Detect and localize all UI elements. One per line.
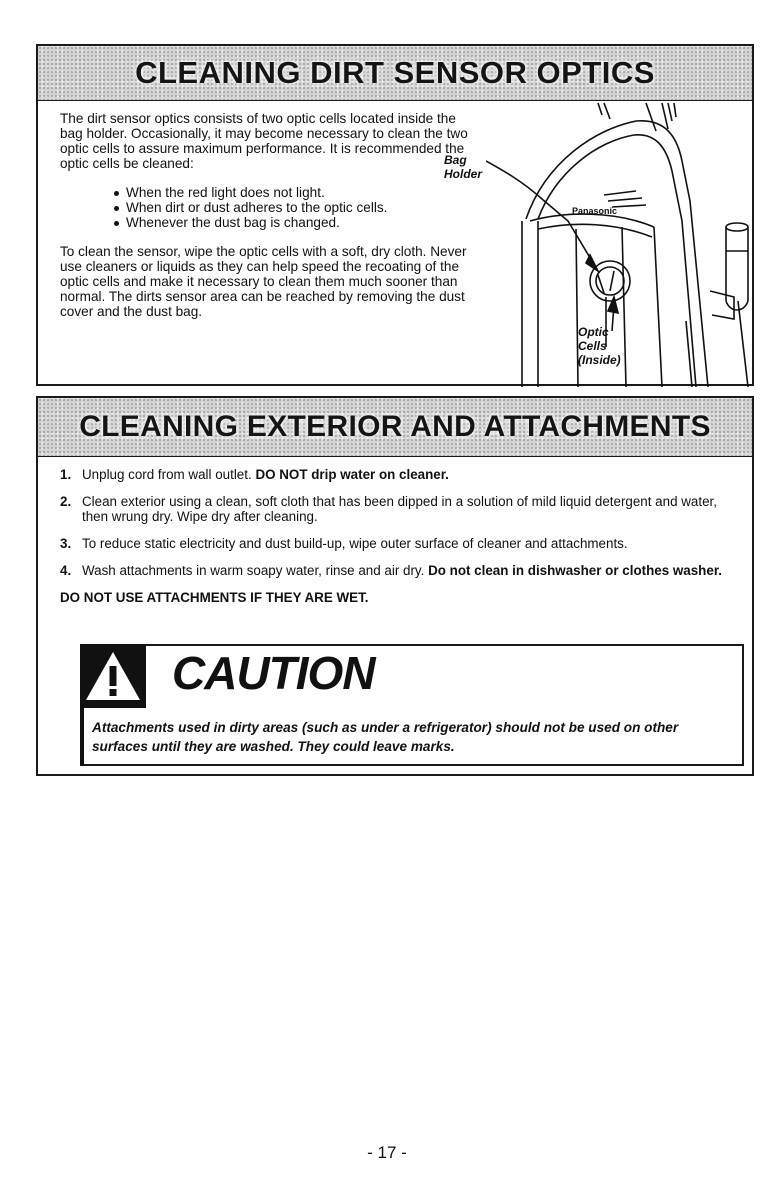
brand-label: Panasonic (572, 206, 618, 216)
list-item: Whenever the dust bag is changed. (114, 215, 480, 230)
optic-cells-label (578, 325, 621, 367)
list-item (60, 467, 738, 482)
step-text: Wash attachments in warm soapy water, rinse and air dry. (82, 563, 425, 578)
step-number: 2. (60, 494, 72, 509)
list-item: When dirt or dust adheres to the optic cells. (114, 200, 480, 215)
callout-line: Optic (578, 325, 609, 339)
intro-paragraph: The dirt sensor optics consists of two optic cells located inside the bag holder. Occasionally, it may become necessary to clean the two optic cells to assure maximum performance. It is recommended the optic cells be cleaned: (60, 111, 468, 171)
page-number: - 17 - (367, 1143, 407, 1162)
section-banner (38, 398, 752, 457)
caution-divider (80, 706, 84, 766)
step-number: 4. (60, 563, 72, 578)
bag-holder-label (444, 153, 482, 181)
section-banner (38, 46, 752, 101)
section-title: CLEANING EXTERIOR AND ATTACHMENTS (79, 410, 711, 443)
wet-warning: DO NOT USE ATTACHMENTS IF THEY ARE WET. (60, 590, 369, 605)
list-item (60, 494, 738, 524)
step-text: Unplug cord from wall outlet. (82, 467, 252, 482)
step-number: 3. (60, 536, 72, 551)
steps-list (38, 457, 752, 578)
caution-message: Attachments used in dirty areas (such as under a refrigerator) should not be used on other surfaces until they are washed. They could leave marks. (92, 720, 679, 754)
caution-box (80, 644, 744, 766)
bullet-list (114, 185, 480, 230)
dirt-sensor-panel (36, 44, 754, 386)
step-number: 1. (60, 467, 72, 482)
callout-line: Cells (578, 339, 607, 353)
exterior-attachments-panel (36, 396, 754, 776)
callout-line: (Inside) (578, 353, 621, 367)
caution-header (82, 646, 742, 706)
section-body (60, 111, 483, 319)
list-item: When the red light does not light. (114, 185, 480, 200)
step-bold-text: DO NOT drip water on cleaner. (255, 467, 449, 482)
list-item (60, 536, 738, 551)
callout-line: Bag (444, 153, 467, 167)
caution-heading: CAUTION (172, 647, 375, 699)
warning-icon (80, 644, 146, 708)
closing-paragraph: To clean the sensor, wipe the optic cells with a soft, dry cloth. Never use cleaners or liquids as they can help speed the recoating of the optic cells and make it necessary to clean them much sooner than normal. The dirts sensor area can be reached by removing the dust cover and the dust bag. (60, 244, 467, 319)
list-item (60, 563, 738, 578)
callout-line: Holder (444, 167, 483, 181)
vacuum-illustration (444, 101, 754, 387)
section-title: CLEANING DIRT SENSOR OPTICS (135, 55, 655, 90)
step-bold-text: Do not clean in dishwasher or clothes washer. (428, 563, 723, 578)
step-text: Clean exterior using a clean, soft cloth that has been dipped in a solution of mild liquid detergent and water, then wrung dry. Wipe dry after cleaning. (82, 494, 717, 524)
step-text: To reduce static electricity and dust build-up, wipe outer surface of cleaner and attachments. (82, 536, 628, 551)
